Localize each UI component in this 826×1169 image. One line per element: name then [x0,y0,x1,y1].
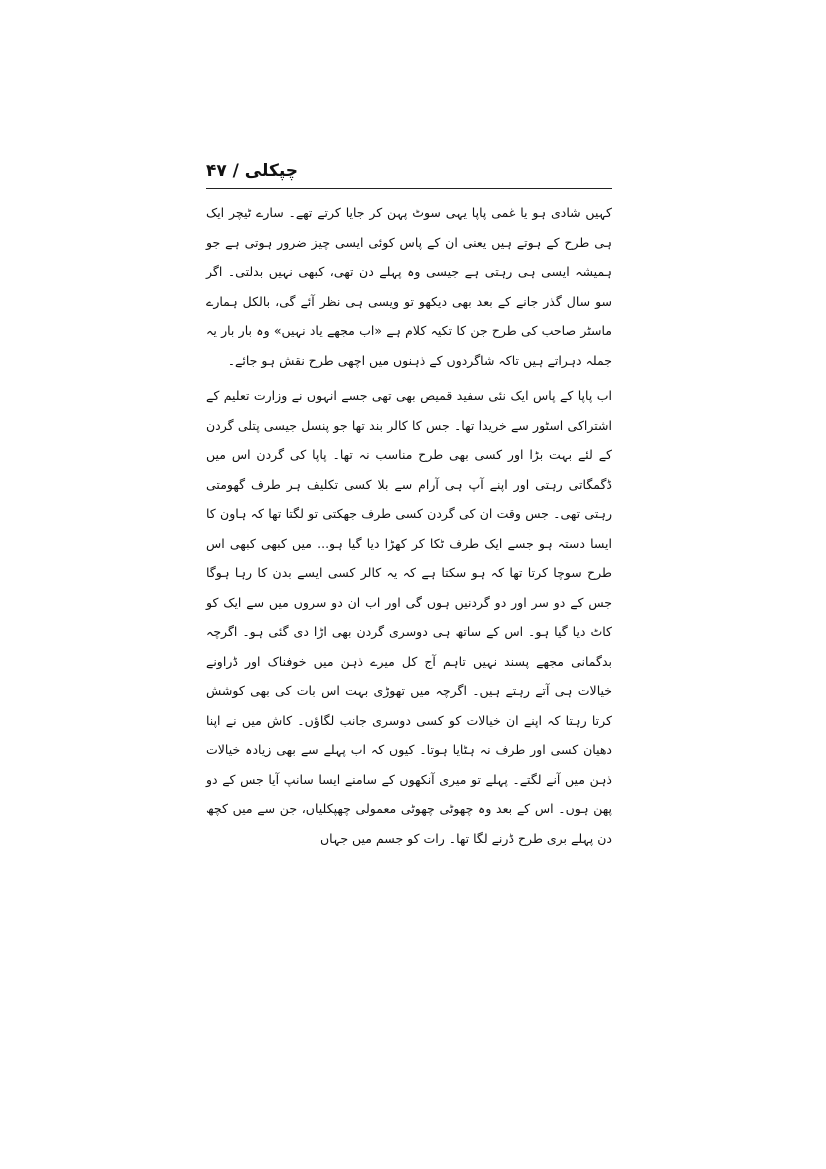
body-text [206,198,612,853]
paragraph-2: اب پاپا کے پاس ایک نئی سفید قمیص بھی تھی جسے انہوں نے وزارت تعلیم کے اشتراکی اسٹور سے خریدا تھا۔ جس کا کالر بند تھا جو پنسل جیسی پتلی گردن کے لئے بہت بڑا اور کسی بھی طرح مناسب نہ تھا۔ پاپا کی گردن اس میں ڈگمگاتی رہتی اور اپنے آپ ہی آرام سے بلا کسی تکلیف ہر طرف گھومتی رہتی تھی۔ جس وقت ان کی گردن کسی طرف جھکتی تو لگتا تھا کہ ہاون کا ایسا دستہ ہو جسے ایک طرف ٹکا کر کھڑا دیا گیا ہو... میں کبھی کبھی اس طرح سوچا کرتا تھا کہ ہو سکتا ہے کہ یہ کالر کسی ایسے بدن کا رہا ہوگا جس کے دو سر اور دو گردنیں ہوں گی اور اب ان دو سروں میں سے ایک کو کاٹ دیا گیا ہو۔ اس کے ساتھ ہی دوسری گردن بھی اڑا دی گئی ہو۔ اگرچہ بدگمانی مجھے پسند نہیں تاہم آج کل میرے ذہن میں خوفناک اور ڈراونے خیالات ہی آتے رہتے ہیں۔ اگرچہ میں تھوڑی بہت اس بات کی بھی کوشش کرتا رہتا کہ اپنے ان خیالات کو کسی دوسری جانب لگاؤں۔ کاش میں نے اپنا دھیان کسی اور طرف نہ ہٹایا ہوتا۔ کیوں کہ اب پہلے سے بھی زیادہ خیالات ذہن میں آنے لگتے۔ پہلے تو میری آنکھوں کے سامنے ایسا سانپ آیا جس کے دو پھن ہوں۔ اس کے بعد وہ چھوٹی چھوٹی معمولی چھپکلیاں، جن سے میں کچھ دن پہلے بری طرح ڈرنے لگا تھا۔ رات کو جسم میں جہاں [206,388,612,846]
running-title: چپکلی / ۴۷ [206,161,299,181]
paragraph-1: کہیں شادی ہو یا غمی پاپا یہی سوٹ پہن کر جایا کرتے تھے۔ سارے ٹیچر ایک ہی طرح کے ہوتے ہیں یعنی ان کے پاس کوئی ایسی چیز ضرور ہوتی ہے جو ہمیشہ ایسی ہی رہتی ہے جیسی وہ پہلے دن تھی، کبھی نہیں بدلتی۔ اگر سو سال گذر جانے کے بعد بھی دیکھو تو ویسی ہی نظر آئے گی، بالکل ہمارے ماسٹر صاحب کی طرح جن کا تکیہ کلام ہے «اب مجھے یاد نہیں» وہ بار بار یہ جملہ دہراتے ہیں تاکہ شاگردوں کے ذہنوں میں اچھی طرح نقش ہو جائے۔ [206,205,612,368]
running-header [206,158,612,189]
